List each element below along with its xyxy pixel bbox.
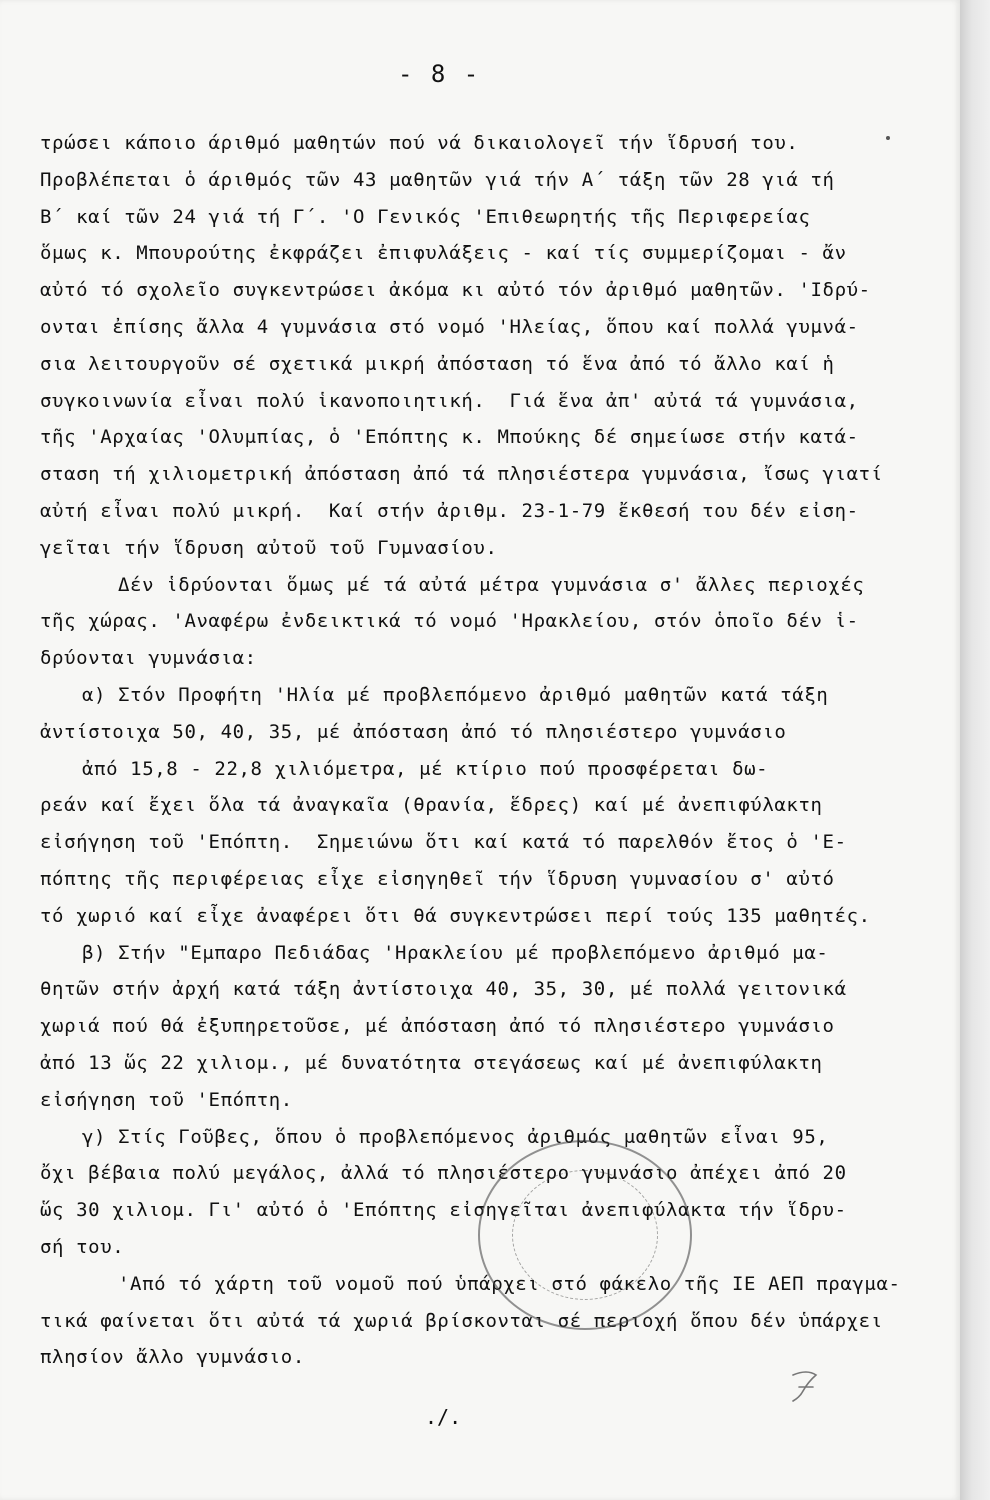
text-line: σταση τή χιλιομετρική ἀπόσταση ἀπό τά πλησιέστερα γυμνάσια, ἴσως γιατί: [40, 463, 883, 486]
text-line: 'Από τό χάρτη τοῦ νομοῦ πού ὑπάρχει στό φάκελο τῆς ΙΕ ΑΕΠ πραγμα-: [118, 1272, 901, 1295]
text-line: τῆς 'Αρχαίας 'Ολυμπίας, ὁ 'Επόπτης κ. Μπούκης δέ σημείωσε στήν κατά-: [40, 426, 859, 449]
text-line: πλησίον ἄλλο γυμνάσιο.: [40, 1346, 305, 1369]
text-line: τό χωριό καί εἶχε ἀναφέρει ὅτι θά συγκεντρώσει περί τούς 135 μαθητές.: [40, 904, 871, 927]
text-line: γεῖται τήν ἵδρυση αὐτοῦ τοῦ Γυμνασίου.: [40, 536, 498, 559]
text-line: ἀπό 13 ὥς 22 χιλιομ., μέ δυνατότητα στεγάσεως καί μέ ἀνεπιφύλακτη: [40, 1051, 823, 1074]
text-line: α) Στόν Προφήτη 'Ηλία μέ προβλεπόμενο ἀριθμό μαθητῶν κατά τάξη: [82, 683, 829, 706]
text-line: πόπτης τῆς περιφέρειας εἶχε εἰσηγηθεῖ τήν ἵδρυση γυμνασίου σ' αὐτό: [40, 867, 835, 890]
text-line: τῆς χώρας. 'Αναφέρω ἐνδεικτικά τό νομό 'Ηρακλείου, στόν ὁποῖο δέν ἱ-: [40, 610, 859, 633]
text-line: ὅμως κ. Μπουρούτης ἐκφράζει ἐπιφυλάξεις - καί τίς συμμερίζομαι - ἄν: [40, 242, 847, 265]
text-line: δρύονται γυμνάσια:: [40, 647, 257, 670]
text-line: ονται ἐπίσης ἄλλα 4 γυμνάσια στό νομό 'Ηλείας, ὅπου καί πολλά γυμνά-: [40, 315, 859, 338]
text-line: εἰσήγηση τοῦ 'Επόπτη. Σημειώνω ὅτι καί κατά τό παρελθόν ἔτος ὁ 'Ε-: [40, 831, 847, 854]
text-line: χωριά πού θά ἐξυπηρετοῦσε, μέ ἀπόσταση ἀπό τό πλησιέστερο γυμνάσιο: [40, 1015, 835, 1038]
text-line: εἰσήγηση τοῦ 'Επόπτη.: [40, 1088, 293, 1111]
signature-mark: [785, 1365, 827, 1407]
end-mark: ./.: [425, 1405, 462, 1429]
text-line: Προβλέπεται ὁ άριθμός τῶν 43 μαθητῶν γιά τήν Α΄ τάξη τῶν 28 γιά τή: [40, 168, 835, 191]
text-line: συγκοινωνία εἶναι πολύ ἱκανοποιητική. Γιά ἕνα ἀπ' αὐτά τά γυμνάσια,: [40, 389, 859, 412]
text-line: ὄχι βέβαια πολύ μεγάλος, ἀλλά τό πλησιέστερο γυμνάσιο ἀπέχει ἀπό 20: [40, 1162, 847, 1185]
text-line: θητῶν στήν ἀρχή κατά τάξη ἀντίστοιχα 40, 35, 30, μέ πολλά γειτονικά: [40, 978, 847, 1001]
text-line: ἀντίστοιχα 50, 40, 35, μέ ἀπόσταση ἀπό τό πλησιέστερο γυμνάσιο: [40, 720, 787, 743]
text-line: τικά φαίνεται ὅτι αὐτά τά χωριά βρίσκονται σέ περιοχή ὅπου δέν ὑπάρχει: [40, 1309, 883, 1332]
official-stamp: [478, 1140, 692, 1330]
text-line: Β΄ καί τῶν 24 γιά τή Γ΄. 'Ο Γενικός 'Επιθεωρητής τῆς Περιφερείας: [40, 205, 811, 228]
text-line: ὥς 30 χιλιομ. Γι' αὐτό ὁ 'Επόπτης εἰσηγεῖται ἀνεπιφύλακτα τήν ἵδρυ-: [40, 1199, 847, 1222]
page-number: - 8 -: [398, 60, 481, 88]
text-line: ἀπό 15,8 - 22,8 χιλιόμετρα, μέ κτίριο πού προσφέρεται δω-: [82, 757, 769, 780]
text-line: Δέν ἱδρύονται ὅμως μέ τά αὐτά μέτρα γυμνάσια σ' ἄλλες περιοχές: [118, 573, 865, 596]
text-line: σια λειτουργοῦν σέ σχετικά μικρή ἀπόσταση τό ἕνα ἀπό τό ἄλλο καί ἡ: [40, 352, 835, 375]
text-line: αὐτό τό σχολεῖο συγκεντρώσει ἀκόμα κι αὐτό τόν ἀριθμό μαθητῶν. 'Ιδρύ-: [40, 279, 871, 302]
page-edge: [960, 0, 990, 1500]
text-line: αὐτή εἶναι πολύ μικρή. Καί στήν ἀριθμ. 23-1-79 ἔκθεσή του δέν εἰση-: [40, 499, 859, 522]
text-line: σή του.: [40, 1235, 125, 1258]
text-line: ρεάν καί ἔχει ὅλα τά ἀναγκαῖα (θρανία, ἕδρες) καί μέ ἀνεπιφύλακτη: [40, 794, 823, 817]
text-line: τρώσει κάποιο άριθμό μαθητών πού νά δικαιολογεῖ τήν ἵδρυσή του.: [40, 132, 799, 154]
text-line: γ) Στίς Γοῦβες, ὅπου ὁ προβλεπόμενος ἀριθμός μαθητῶν εἶναι 95,: [82, 1125, 829, 1148]
text-line: β) Στήν "Εμπαρο Πεδιάδας 'Ηρακλείου μέ προβλεπόμενο ἀριθμό μα-: [82, 941, 829, 964]
stamp-inner-ring: [512, 1170, 658, 1300]
